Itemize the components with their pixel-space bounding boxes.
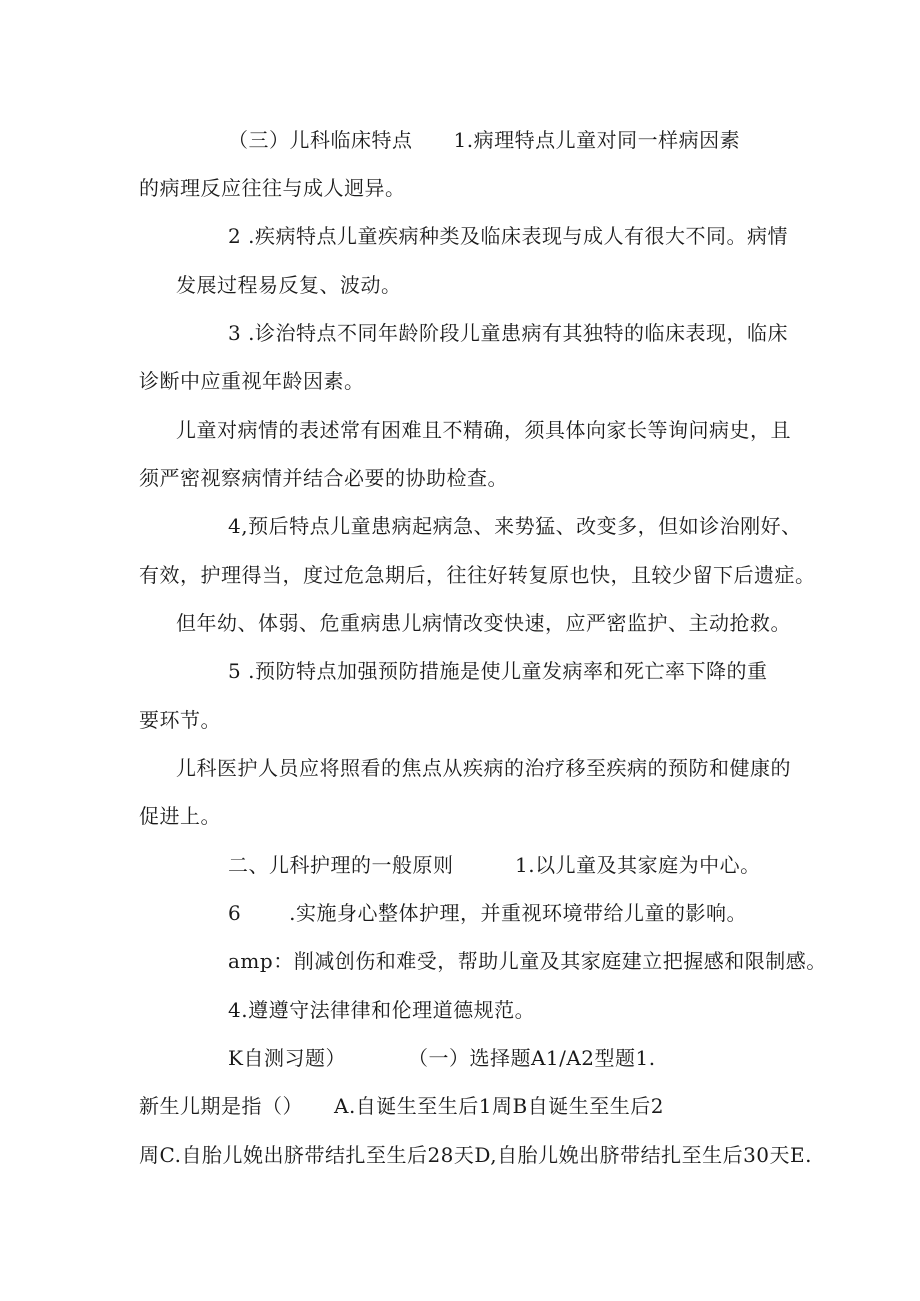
text-line: 有效，护理得当，度过危急期后，往往好转复原也快，且较少留下后遗症。 [139, 563, 816, 587]
text-line: 促进上。 [139, 804, 221, 828]
text-line: 儿科医护人员应将照看的焦点从疾病的治疗移至疾病的预防和健康的 [176, 756, 791, 780]
text-line: 周C.自胎儿娩出脐带结扎至生后28天D,自胎儿娩出脐带结扎至生后30天E. [139, 1143, 812, 1167]
text-line: 6 .实施身心整体护理，并重视环境带给儿童的影响。 [228, 901, 747, 925]
text-line: 5 .预防特点加强预防措施是使儿童发病率和死亡率下降的重 [228, 659, 768, 683]
text-line: 3 .诊治特点不同年龄阶段儿童患病有其独特的临床表现，临床 [228, 321, 788, 345]
text-line: 的病理反应往往与成人迥异。 [139, 176, 406, 200]
text-line: 2 .疾病特点儿童疾病种类及临床表现与成人有很大不同。病情 [228, 224, 788, 248]
text-line: 诊断中应重视年龄因素。 [139, 369, 365, 393]
text-line: 4,预后特点儿童患病起病急、来势猛、改变多，但如诊治刚好、 [228, 514, 802, 538]
text-line: 4.遵遵守法律律和伦理道德规范。 [228, 998, 536, 1022]
text-line: 儿童对病情的表述常有困难且不精确，须具体向家长等询问病史，且 [176, 418, 791, 442]
text-line: 新生儿期是指（） A.自诞生至生后1周B自诞生至生后2 [139, 1094, 664, 1118]
text-line: 须严密视察病情并结合必要的协助检查。 [139, 466, 508, 490]
text-line: K自测习题） （一）选择题A1/A2型题1. [228, 1046, 656, 1070]
text-line: （三）儿科临床特点 1.病理特点儿童对同一样病因素 [228, 128, 741, 152]
text-line: 二、儿科护理的一般原则 1.以儿童及其家庭为中心。 [228, 853, 761, 877]
text-line: 发展过程易反复、波动。 [176, 273, 402, 297]
text-line: 但年幼、体弱、危重病患儿病情改变快速，应严密监护、主动抢救。 [176, 611, 791, 635]
text-line: 要环节。 [139, 708, 221, 732]
text-line: amp：削减创伤和难受，帮助儿童及其家庭建立把握感和限制感。 [228, 949, 827, 973]
